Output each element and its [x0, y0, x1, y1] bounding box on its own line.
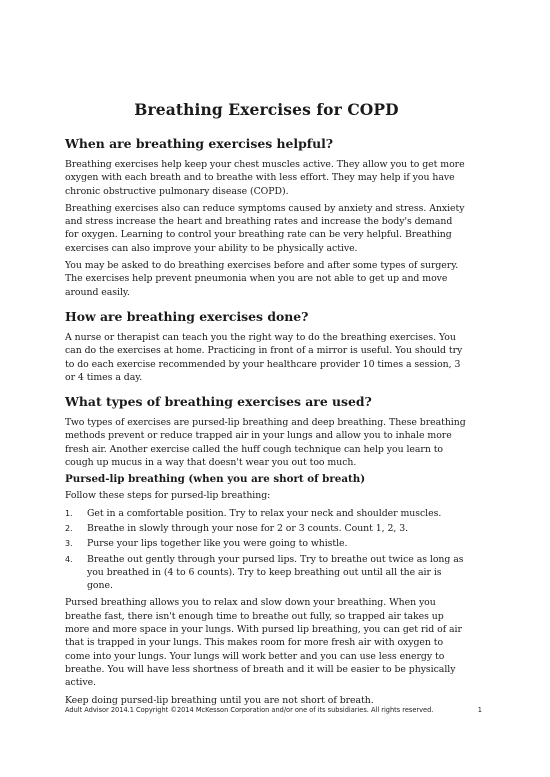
list-number: 3.	[65, 539, 73, 549]
subheading-pursed-lip: Pursed-lip breathing (when you are short of breath)	[65, 473, 366, 486]
list-item	[65, 537, 468, 550]
paragraph: You may be asked to do breathing exercises before and after some types of surgery. The exercises help prevent pneumonia when you are not able to get up and move around easily.	[65, 260, 459, 298]
copyright-notice: Adult Advisor 2014.1 Copyright ©2014 McKesson Corporation and/or one of its subsidiaries. All rights reserved.	[65, 706, 434, 714]
list-item	[65, 522, 468, 535]
list-text: Breathe out gently through your pursed lips. Try to breathe out twice as long as you breathed in (4 to 6 counts). Try to keep breathing out until all the air is gone.	[87, 553, 464, 592]
paragraph: Breathing exercises also can reduce symptoms caused by anxiety and stress. Anxiety and stress increase the heart and breathing rates and increase the body's demand for oxygen. Learning to control your breathing rate can be very helpful. Breathing exercises can also improve your ability to be physically active.	[65, 202, 465, 254]
list-text: Get in a comfortable position. Try to relax your neck and shoulder muscles.	[87, 507, 442, 519]
list-text: Purse your lips together like you were going to whistle.	[87, 538, 348, 550]
heading-types: What types of breathing exercises are used?	[65, 394, 372, 410]
steps-list	[65, 507, 468, 593]
paragraph: Follow these steps for pursed-lip breathing:	[65, 490, 271, 502]
paragraph: A nurse or therapist can teach you the right way to do the breathing exercises. You can do the exercises at home. Practicing in front of a mirror is useful. You should try to do each exercise recommended by your healthcare provider 10 times a session, 3 or 4 times a day.	[65, 331, 463, 383]
list-number: 1.	[65, 508, 73, 518]
paragraph: Pursed breathing allows you to relax and slow down your breathing. When you breathe fast, there isn't enough time to breathe out fully, so trapped air takes up more and more space in your lungs. With pursed lip breathing, you can get rid of air that is trapped in your lungs. This makes room for more fresh air with oxygen to come into your lungs. Your lungs will work better and you can use less energy to breathe. You will have less shortness of breath and it will be easier to be physically active.	[65, 597, 462, 689]
page-footer	[65, 706, 482, 714]
list-number: 4.	[65, 554, 73, 564]
paragraph: Two types of exercises are pursed-lip breathing and deep breathing. These breathing methods prevent or reduce trapped air in your lungs and allow you to inhale more fresh air. Another exercise called the huff cough technique can help you learn to cough up mucus in a way that doesn't wear you out too much.	[65, 417, 466, 469]
heading-when: When are breathing exercises helpful?	[65, 136, 334, 151]
list-item	[65, 507, 468, 520]
paragraph: Breathing exercises help keep your chest muscles active. They allow you to get more oxygen with each breath and to breathe with less effort. They may help if you have chronic obstructive pulmonary disease (COPD).	[65, 159, 465, 197]
list-item	[65, 553, 468, 593]
list-text: Breathe in slowly through your nose for 2 or 3 counts. Count 1, 2, 3.	[87, 522, 409, 534]
heading-how: How are breathing exercises done?	[65, 308, 309, 324]
list-number: 2.	[65, 523, 73, 533]
page-title: Breathing Exercises for COPD	[134, 100, 399, 119]
paragraph: Keep doing pursed-lip breathing until you are not short of breath.	[65, 694, 374, 706]
page-number: 1	[477, 706, 482, 714]
